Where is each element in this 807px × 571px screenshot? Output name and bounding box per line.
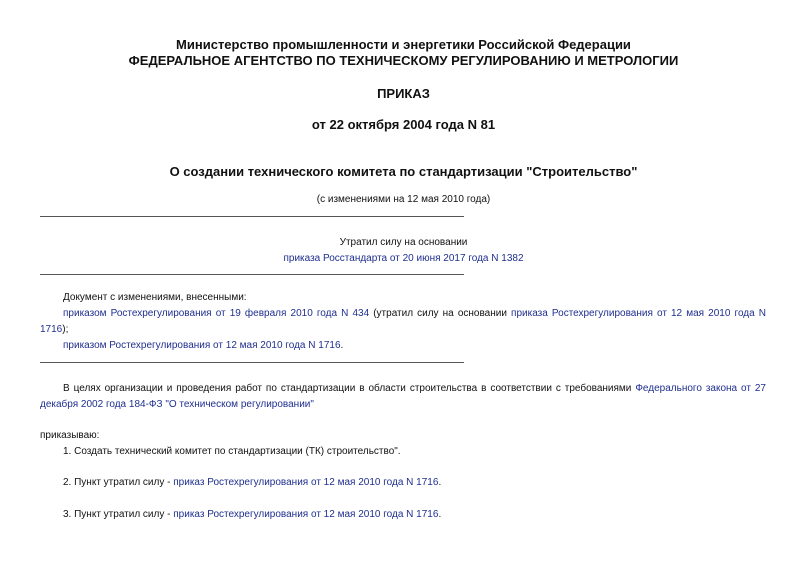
agency-heading: ФЕДЕРАЛЬНОЕ АГЕНТСТВО ПО ТЕХНИЧЕСКОМУ РЕГУЛИРОВАНИЮ И МЕТРОЛОГИИ <box>128 53 679 68</box>
preamble-paragraph <box>40 381 766 413</box>
repeal-text: Утратил силу на основании <box>339 237 468 248</box>
order-1716-link-2[interactable]: приказом Ростехрегулирования от 12 мая 2010 года N 1716 <box>63 340 341 351</box>
repeal-order-link[interactable]: приказа Росстандарта от 20 июня 2017 года N 1382 <box>283 253 524 264</box>
divider <box>40 362 464 363</box>
divider <box>40 274 464 275</box>
point-2-repeal-link[interactable]: приказ Ростехрегулирования от 12 мая 2010 года N 1716 <box>173 477 439 488</box>
point-3-repeal-link[interactable]: приказ Ростехрегулирования от 12 мая 2010 года N 1716 <box>173 509 439 520</box>
order-point-2 <box>40 475 766 491</box>
changes-item-2 <box>40 338 766 354</box>
order-434-link[interactable]: приказом Ростехрегулирования от 19 февраля 2010 года N 434 <box>63 308 370 319</box>
order-point-3-end: . <box>438 509 442 520</box>
order-point-2-text: 2. Пункт утратил силу - <box>63 477 174 488</box>
order-word: приказываю: <box>40 430 100 441</box>
repeal-notice <box>0 251 807 267</box>
changes-item-2-end: . <box>340 340 344 351</box>
ministry-heading: Министерство промышленности и энергетики Российской Федерации <box>176 37 631 52</box>
document-date: от 22 октября 2004 года N 81 <box>311 117 496 132</box>
preamble-text: В целях организации и проведения работ по стандартизации в области строительства в соответствии с требованиями <box>63 383 636 394</box>
order-point-3 <box>40 507 766 523</box>
order-point-2-end: . <box>438 477 442 488</box>
document-title: О создании технического комитета по стандартизации "Строительство" <box>169 164 638 179</box>
changes-item-1 <box>40 306 766 338</box>
federal-law-link[interactable]: Федерального закона от 27 декабря 2002 года 184-ФЗ "О техническом регулировании" <box>40 383 766 410</box>
order-point-1: 1. Создать технический комитет по стандартизации (ТК) строительство". <box>63 446 401 457</box>
amendments-note: (с изменениями на 12 мая 2010 года) <box>316 194 491 205</box>
order-point-3-text: 3. Пункт утратил силу - <box>63 509 174 520</box>
document-type: ПРИКАЗ <box>377 86 430 101</box>
order-1716-link[interactable]: приказа Ростехрегулирования от 12 мая 2010 года N 1716 <box>40 308 767 335</box>
changes-item-1-end: ); <box>62 324 69 335</box>
changes-item-1-text: (утратил силу на основании <box>369 308 512 319</box>
changes-intro: Документ с изменениями, внесенными: <box>63 292 247 303</box>
divider <box>40 216 464 217</box>
